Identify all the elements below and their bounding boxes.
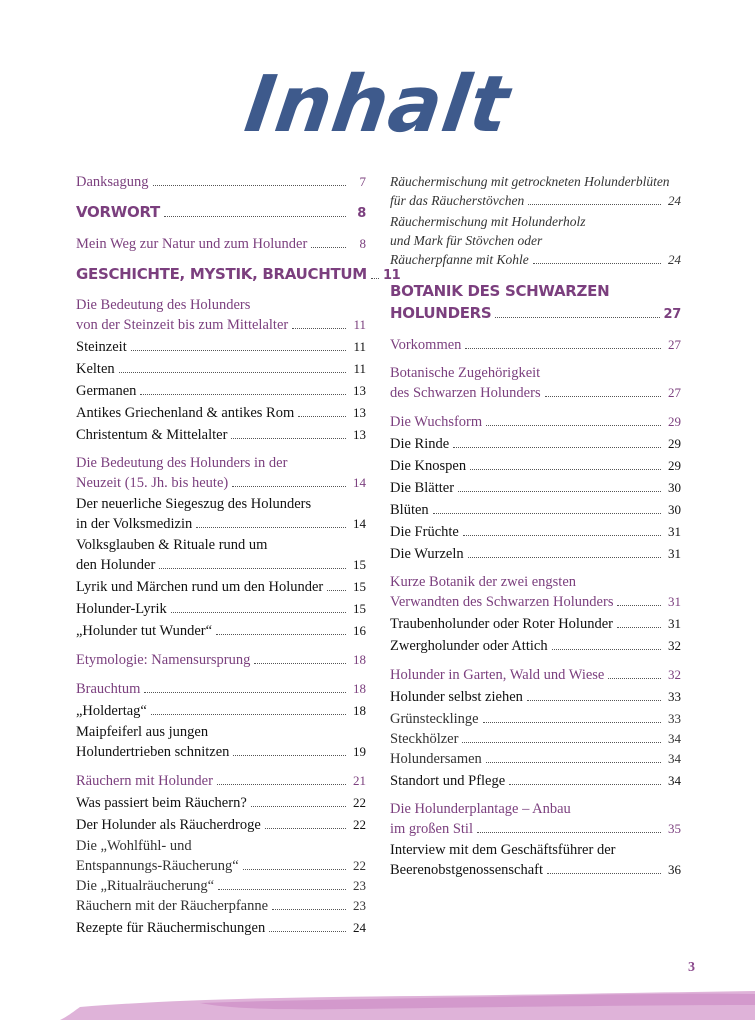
toc-entry[interactable] [76, 837, 366, 876]
toc-entry-title-line: VORWORT [76, 203, 160, 221]
brush-stroke-decoration [0, 985, 755, 1020]
toc-entry-title-line: Rezepte für Räuchermischungen [76, 920, 266, 936]
toc-entry-page: 7 [359, 174, 366, 189]
toc-entry-page: 23 [353, 898, 366, 913]
toc-entry[interactable] [76, 359, 366, 379]
dot-leader [465, 337, 661, 349]
toc-entry-page: 18 [353, 652, 366, 667]
dot-leader [265, 817, 346, 829]
toc-entry-title-line: Antikes Griechenland & antikes Rom [76, 405, 295, 421]
toc-entry-title-line: Die „Wohlfühl- und [76, 838, 192, 854]
toc-entry-title-line: Vorkommen [390, 337, 462, 353]
dot-leader [453, 436, 661, 448]
toc-entry-title-line: von der Steinzeit bis zum Mittelalter [76, 317, 289, 333]
toc-entry-page: 8 [359, 236, 366, 251]
toc-entry[interactable] [76, 679, 366, 699]
toc-entry[interactable] [390, 665, 681, 685]
dot-leader [608, 667, 661, 679]
toc-entry-title-line: Holundersamen [390, 751, 482, 767]
toc-entry[interactable] [76, 296, 366, 335]
toc-entry-page: 13 [353, 383, 366, 398]
toc-entry[interactable] [390, 573, 681, 612]
toc-entry-page: 36 [668, 862, 681, 877]
toc-entry-page: 34 [668, 731, 681, 746]
toc-entry[interactable] [390, 478, 681, 498]
toc-entry-page: 34 [668, 751, 681, 766]
dot-leader [217, 773, 346, 785]
dot-leader [509, 773, 661, 785]
toc-entry-page: 27 [663, 307, 681, 322]
toc-entry[interactable] [76, 723, 366, 762]
toc-entry-page: 22 [353, 795, 366, 810]
toc-entry-page: 32 [668, 638, 681, 653]
toc-entry-title-line: Verwandten des Schwarzen Holunders [390, 594, 614, 610]
toc-entry-title-line: Holunder in Garten, Wald und Wiese [390, 667, 605, 683]
dot-leader [254, 652, 346, 664]
toc-entry-page: 11 [353, 361, 366, 376]
toc-entry-page: 14 [353, 475, 366, 490]
toc-entry[interactable] [76, 234, 366, 254]
toc-entry-title-line: Die „Ritualräucherung“ [76, 878, 215, 894]
toc-entry-page: 19 [353, 744, 366, 759]
toc-entry-title-line: Die Rinde [390, 436, 450, 452]
toc-entry[interactable] [76, 403, 366, 423]
dot-leader [528, 193, 661, 205]
toc-entry[interactable] [76, 599, 366, 619]
toc-entry-page: 8 [357, 206, 366, 221]
toc-entry-title-line: Blüten [390, 502, 429, 518]
toc-entry-page: 16 [353, 623, 366, 638]
toc-entry[interactable] [390, 212, 681, 269]
dot-leader [311, 236, 346, 248]
toc-entry[interactable] [76, 896, 366, 916]
dot-leader [527, 689, 661, 701]
toc-entry-page: 13 [353, 427, 366, 442]
toc-entry-title-line: Interview mit dem Geschäftsführer der [390, 842, 616, 858]
toc-entry-title-line: Brauchtum [76, 681, 141, 697]
toc-entry[interactable] [76, 621, 366, 641]
toc-entry-page: 30 [668, 502, 681, 517]
toc-entry-title-line: Räucherpfanne mit Kohle [390, 252, 529, 267]
toc-entry-page: 15 [353, 557, 366, 572]
toc-entry-page: 27 [668, 337, 681, 352]
toc-entry-page: 13 [353, 405, 366, 420]
toc-entry[interactable] [76, 918, 366, 938]
toc-entry-title-line: den Holunder [76, 557, 156, 573]
dot-leader [196, 516, 346, 528]
toc-entry-title-line: Steinzeit [76, 339, 127, 355]
toc-entry[interactable] [76, 650, 366, 670]
dot-leader [495, 306, 659, 318]
toc-entry-title-line: Holunder selbst ziehen [390, 689, 523, 705]
dot-leader [468, 546, 661, 558]
dot-leader [251, 795, 346, 807]
toc-entry-title-line: Mein Weg zur Natur und zum Holunder [76, 236, 308, 252]
toc-entry-title-line: Etymologie: Namensursprung [76, 652, 251, 668]
dot-leader [371, 267, 379, 279]
toc-entry[interactable] [390, 456, 681, 476]
toc-entry-title-line: „Holunder tut Wunder“ [76, 623, 213, 639]
toc-entry-title-line: im großen Stil [390, 821, 473, 837]
toc-entry-title-line: des Schwarzen Holunders [390, 385, 541, 401]
toc-entry-title-line: Räuchern mit der Räucherpfanne [76, 898, 269, 914]
dot-leader [477, 821, 661, 833]
dot-leader [151, 703, 346, 715]
dot-leader [547, 862, 661, 874]
toc-entry[interactable] [76, 536, 366, 575]
toc-entry[interactable] [390, 800, 681, 839]
toc-entry[interactable] [76, 793, 366, 813]
toc-entry-title-line: Neuzeit (15. Jh. bis heute) [76, 475, 229, 491]
toc-entry-title-line: Holundertrieben schnitzen [76, 744, 230, 760]
toc-entry[interactable] [390, 364, 681, 403]
dot-leader [159, 557, 346, 569]
dot-leader [119, 361, 346, 373]
toc-entry-page: 33 [668, 711, 681, 726]
dot-leader [243, 858, 346, 870]
toc-entry-title-line: Volksglauben & Rituale rund um [76, 537, 268, 553]
page-number: 3 [688, 960, 695, 975]
dot-leader [298, 405, 346, 417]
toc-entry-title-line: Räuchermischung mit getrockneten Holunderblüten [390, 174, 670, 189]
dot-leader [231, 427, 346, 439]
toc-entry-title-line: Die Blätter [390, 480, 455, 496]
toc-entry-title-line: Botanische Zugehörigkeit [390, 365, 541, 381]
toc-entry[interactable] [390, 687, 681, 707]
dot-leader [164, 205, 346, 217]
dot-leader [272, 898, 346, 910]
toc-entry[interactable] [390, 636, 681, 656]
toc-entry-page: 29 [668, 414, 681, 429]
toc-entry-title-line: HOLUNDERS [390, 304, 492, 322]
dot-leader [483, 711, 661, 723]
toc-entry[interactable] [390, 749, 681, 769]
toc-entry-title-line: Zwergholunder oder Attich [390, 638, 548, 654]
toc-entry-title-line: BOTANIK DES SCHWARZEN [390, 282, 610, 300]
dot-leader [144, 681, 346, 693]
dot-leader [617, 616, 661, 628]
dot-leader [269, 920, 346, 932]
toc-entry[interactable] [390, 412, 681, 432]
toc-entry-page: 31 [668, 616, 681, 631]
toc-entry-page: 30 [668, 480, 681, 495]
toc-entry-page: 11 [353, 317, 366, 332]
toc-entry-title-line: Die Wuchsform [390, 414, 483, 430]
toc-entry[interactable] [390, 614, 681, 634]
toc-entry-page: 22 [353, 858, 366, 873]
toc-entry[interactable] [76, 771, 366, 791]
dot-leader [216, 623, 346, 635]
toc-entry-title-line: Der Holunder als Räucherdroge [76, 817, 261, 833]
toc-entry[interactable] [390, 841, 681, 880]
toc-entry-title-line: GESCHICHTE, MYSTIK, BRAUCHTUM [76, 265, 367, 283]
toc-entry[interactable] [76, 172, 366, 192]
toc-entry-title-line: Was passiert beim Räuchern? [76, 795, 247, 811]
toc-entry[interactable] [390, 500, 681, 520]
toc-entry-page: 18 [353, 681, 366, 696]
dot-leader [292, 317, 346, 329]
dot-leader [171, 601, 346, 613]
toc-entry-title-line: Kelten [76, 361, 115, 377]
dot-leader [131, 339, 346, 351]
dot-leader [463, 524, 661, 536]
toc-entry-title-line: Entspannungs-Räucherung“ [76, 858, 239, 874]
toc-entry-page: 18 [353, 703, 366, 718]
toc-entry[interactable] [76, 201, 366, 225]
toc-entry-page: 31 [668, 524, 681, 539]
dot-leader [218, 878, 346, 890]
toc-entry-title-line: Christentum & Mittelalter [76, 427, 228, 443]
toc-entry-title-line: Danksagung [76, 174, 149, 190]
toc-entry[interactable] [390, 522, 681, 542]
toc-entry-title-line: und Mark für Stövchen oder [390, 233, 543, 248]
toc-entry[interactable] [390, 771, 681, 791]
toc-entry-title-line: Holunder-Lyrik [76, 601, 167, 617]
toc-entry-title-line: Die Bedeutung des Holunders in der [76, 455, 288, 471]
toc-entry[interactable] [390, 172, 681, 210]
toc-entry-title-line: Steckhölzer [390, 731, 459, 747]
toc-entry-page: 24 [668, 193, 681, 208]
toc-entry-title-line: Standort und Pflege [390, 773, 506, 789]
toc-entry[interactable] [76, 876, 366, 896]
toc-entry-page: 32 [668, 667, 681, 682]
dot-leader [486, 751, 661, 763]
toc-entry-page: 29 [668, 436, 681, 451]
toc-entry[interactable] [76, 495, 366, 534]
dot-leader [232, 475, 346, 487]
toc-entry-page: 15 [353, 579, 366, 594]
dot-leader [486, 414, 661, 426]
dot-leader [153, 174, 347, 186]
toc-entry-title-line: in der Volksmedizin [76, 516, 193, 532]
toc-entry-page: 24 [353, 920, 366, 935]
toc-entry[interactable] [390, 335, 681, 355]
toc-entry-page: 27 [668, 385, 681, 400]
page-title: Inhalt [239, 60, 516, 150]
dot-leader [140, 383, 346, 395]
dot-leader [617, 594, 661, 606]
toc-entry-page: 21 [353, 773, 366, 788]
toc-entry-page: 33 [668, 689, 681, 704]
dot-leader [470, 458, 661, 470]
toc-entry-page: 23 [353, 878, 366, 893]
toc-entry-title-line: Die Wurzeln [390, 546, 464, 562]
toc-entry[interactable] [76, 263, 401, 287]
toc-entry-title-line: Räuchern mit Holunder [76, 773, 213, 789]
toc-entry-page: 35 [668, 821, 681, 836]
toc-entry[interactable] [76, 381, 366, 401]
toc-entry-title-line: Traubenholunder oder Roter Holunder [390, 616, 613, 632]
toc-entry-page: 31 [668, 594, 681, 609]
toc-entry-page: 14 [353, 516, 366, 531]
toc-entry-title-line: Grünstecklinge [390, 711, 479, 727]
toc-entry-title-line: Maipfeiferl aus jungen [76, 724, 209, 740]
toc-entry[interactable] [76, 701, 366, 721]
dot-leader [552, 638, 661, 650]
toc-entry-page: 34 [668, 773, 681, 788]
toc-entry-title-line: Der neuerliche Siegeszug des Holunders [76, 496, 312, 512]
toc-entry-title-line: Germanen [76, 383, 137, 399]
toc-entry[interactable] [76, 337, 366, 357]
toc-entry-page: 22 [353, 817, 366, 832]
toc-entry[interactable] [76, 577, 366, 597]
toc-right-column [390, 172, 681, 880]
toc-entry-page: 15 [353, 601, 366, 616]
dot-leader [433, 502, 661, 514]
toc-entry-title-line: „Holdertag“ [76, 703, 147, 719]
toc-entry-title-line: Die Bedeutung des Holunders [76, 297, 251, 313]
toc-entry-title-line: Räuchermischung mit Holunderholz [390, 214, 586, 229]
toc-entry-page: 31 [668, 546, 681, 561]
toc-entry-title-line: für das Räucherstövchen [390, 193, 525, 208]
dot-leader [462, 731, 661, 743]
toc-entry[interactable] [390, 709, 681, 729]
toc-entry-page: 24 [668, 252, 681, 267]
toc-entry[interactable] [390, 729, 681, 749]
toc-left-column [76, 172, 401, 938]
toc-entry-title-line: Die Holunderplantage – Anbau [390, 801, 571, 817]
toc-entry[interactable] [390, 434, 681, 454]
toc-entry[interactable] [76, 815, 366, 835]
toc-entry-page: 11 [353, 339, 366, 354]
toc-entry-page: 29 [668, 458, 681, 473]
dot-leader [533, 252, 661, 264]
dot-leader [327, 579, 346, 591]
toc-entry-title-line: Die Früchte [390, 524, 459, 540]
toc-entry[interactable] [76, 454, 366, 493]
toc-entry-page: 11 [382, 268, 401, 283]
dot-leader [545, 385, 661, 397]
toc-entry-title-line: Beerenobstgenossenschaft [390, 862, 544, 878]
toc-entry-title-line: Kurze Botanik der zwei engsten [390, 574, 577, 590]
toc-entry-title-line: Die Knospen [390, 458, 467, 474]
toc-entry[interactable] [390, 280, 681, 326]
toc-entry[interactable] [76, 425, 366, 445]
toc-entry-title-line: Lyrik und Märchen rund um den Holunder [76, 579, 324, 595]
dot-leader [458, 480, 661, 492]
dot-leader [233, 744, 346, 756]
toc-entry[interactable] [390, 544, 681, 564]
